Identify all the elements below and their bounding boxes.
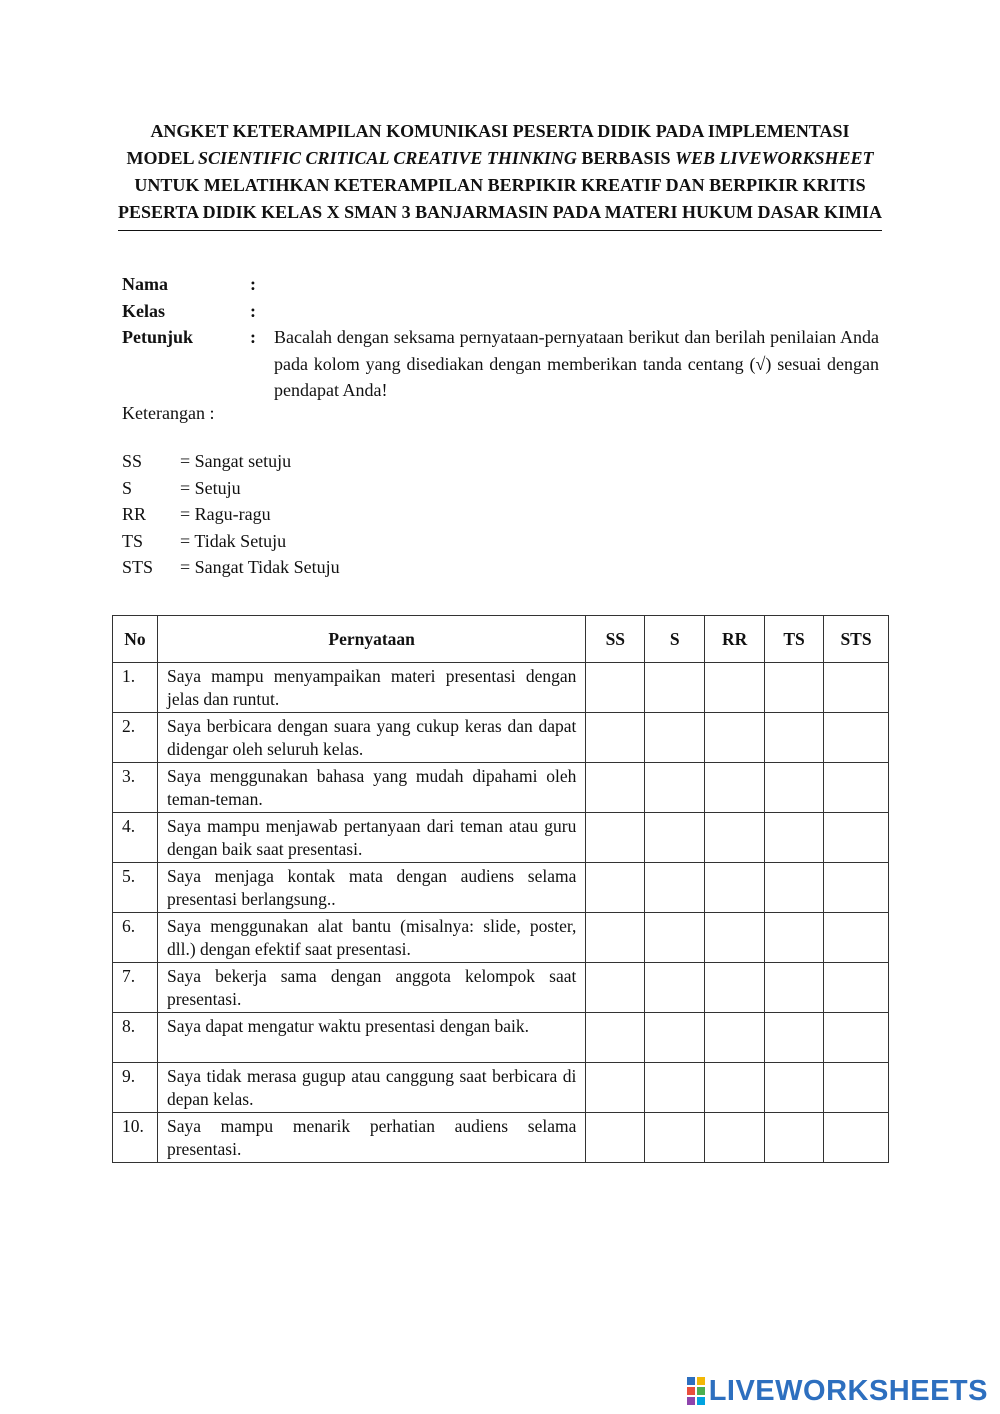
colon: :: [250, 274, 256, 294]
legend-item: [122, 475, 522, 502]
row-number: 6.: [113, 913, 158, 963]
answer-cell-rr[interactable]: [705, 913, 765, 963]
answer-cell-ss[interactable]: [586, 1013, 645, 1063]
colon: :: [250, 301, 256, 321]
legend-abbr: STS: [122, 557, 154, 577]
answer-cell-sts[interactable]: [824, 1113, 889, 1163]
answer-cell-ss[interactable]: [586, 913, 645, 963]
answer-cell-sts[interactable]: [824, 663, 889, 713]
header-s: S: [645, 616, 705, 663]
answer-cell-ts[interactable]: [765, 1113, 824, 1163]
answer-cell-rr[interactable]: [705, 1113, 765, 1163]
answer-cell-ss[interactable]: [586, 963, 645, 1013]
answer-cell-rr[interactable]: [705, 863, 765, 913]
answer-cell-s[interactable]: [645, 1113, 705, 1163]
answer-cell-s[interactable]: [645, 1063, 705, 1113]
answer-cell-ss[interactable]: [586, 713, 645, 763]
title-italic-model: SCIENTIFIC CRITICAL CREATIVE THINKING: [197, 148, 577, 168]
legend-desc: = Tidak Setuju: [180, 530, 287, 551]
table-header-row: [113, 616, 889, 663]
legend-desc: = Setuju: [180, 477, 241, 498]
answer-cell-ss[interactable]: [586, 763, 645, 813]
nama-input[interactable]: [274, 271, 874, 297]
answer-cell-ss[interactable]: [586, 813, 645, 863]
legend-abbr: S: [122, 477, 133, 498]
legend-abbr: TS: [122, 530, 144, 551]
answer-cell-ts[interactable]: [765, 663, 824, 713]
legend-item: [122, 528, 522, 555]
answer-cell-sts[interactable]: [824, 963, 889, 1013]
answer-cell-rr[interactable]: [705, 763, 765, 813]
table-row: [113, 1113, 889, 1163]
table-row: [113, 713, 889, 763]
answer-cell-s[interactable]: [645, 713, 705, 763]
answer-cell-ss[interactable]: [586, 1063, 645, 1113]
liveworksheets-logo: [687, 1375, 988, 1407]
row-number: 8.: [113, 1013, 158, 1063]
answer-cell-s[interactable]: [645, 963, 705, 1013]
answer-cell-sts[interactable]: [824, 713, 889, 763]
answer-cell-ts[interactable]: [765, 1013, 824, 1063]
table-row: [113, 1013, 889, 1063]
document-title: [118, 118, 882, 231]
legend-desc: = Ragu-ragu: [180, 504, 271, 524]
answer-cell-ts[interactable]: [765, 813, 824, 863]
statement-cell: Saya dapat mengatur waktu presentasi dengan baik.: [157, 1013, 585, 1063]
answer-cell-s[interactable]: [645, 663, 705, 713]
answer-cell-rr[interactable]: [705, 1013, 765, 1063]
legend-desc: = Sangat setuju: [180, 451, 292, 471]
row-number: 4.: [113, 813, 158, 863]
row-number: 10.: [113, 1113, 158, 1163]
answer-cell-ss[interactable]: [586, 663, 645, 713]
colon: :: [250, 327, 256, 347]
row-number: 1.: [113, 663, 158, 713]
legend-abbr: SS: [122, 451, 143, 471]
answer-cell-ts[interactable]: [765, 763, 824, 813]
legend-abbr: RR: [122, 504, 147, 524]
answer-cell-sts[interactable]: [824, 763, 889, 813]
answer-cell-rr[interactable]: [705, 813, 765, 863]
table-row: [113, 1063, 889, 1113]
answer-cell-ts[interactable]: [765, 913, 824, 963]
logo-text: LIVEWORKSHEETS: [708, 1374, 988, 1407]
title-italic-web: WEB LIVEWORKSHEET: [674, 148, 874, 168]
table-row: [113, 763, 889, 813]
nama-label: Nama: [122, 274, 168, 294]
legend-item: [122, 501, 522, 528]
statement-cell: Saya mampu menyampaikan materi presentasi dengan jelas dan runtut.: [157, 663, 585, 713]
petunjuk-label: Petunjuk: [122, 327, 194, 347]
statement-cell: Saya mampu menjawab pertanyaan dari teman atau guru dengan baik saat presentasi.: [157, 813, 585, 863]
header-no: No: [113, 616, 158, 663]
row-number: 5.: [113, 863, 158, 913]
answer-cell-sts[interactable]: [824, 1063, 889, 1113]
answer-cell-ts[interactable]: [765, 963, 824, 1013]
answer-cell-ss[interactable]: [586, 863, 645, 913]
header-sts: STS: [824, 616, 889, 663]
statement-cell: Saya tidak merasa gugup atau canggung saat berbicara di depan kelas.: [157, 1063, 585, 1113]
answer-cell-rr[interactable]: [705, 663, 765, 713]
title-text: UNTUK MELATIHKAN KETERAMPILAN BERPIKIR KREATIF DAN BERPIKIR KRITIS PESERTA DIDIK KELAS X SMAN 3 BANJARMASIN PADA MATERI HUKUM DASAR KIMIA: [118, 175, 882, 222]
title-text: ANGKET KETERAMPILAN KOMUNIKASI PESERTA DIDIK PADA IMPLEMENTASI MODEL: [126, 121, 850, 168]
answer-cell-sts[interactable]: [824, 913, 889, 963]
answer-cell-ts[interactable]: [765, 713, 824, 763]
header-rr: RR: [705, 616, 765, 663]
row-number: 2.: [113, 713, 158, 763]
answer-cell-s[interactable]: [645, 763, 705, 813]
table-row: [113, 863, 889, 913]
answer-cell-ts[interactable]: [765, 863, 824, 913]
statement-cell: Saya berbicara dengan suara yang cukup keras dan dapat didengar oleh seluruh kelas.: [157, 713, 585, 763]
answer-cell-ss[interactable]: [586, 1113, 645, 1163]
answer-cell-s[interactable]: [645, 863, 705, 913]
statement-cell: Saya mampu menarik perhatian audiens selama presentasi.: [157, 1113, 585, 1163]
answer-cell-rr[interactable]: [705, 713, 765, 763]
liveworksheets-logo-icon: [687, 1377, 705, 1405]
answer-cell-s[interactable]: [645, 913, 705, 963]
keterangan-label: Keterangan :: [122, 403, 215, 423]
table-row: [113, 913, 889, 963]
header-ss: SS: [586, 616, 645, 663]
answer-cell-sts[interactable]: [824, 863, 889, 913]
statement-cell: Saya menggunakan bahasa yang mudah dipahami oleh teman-teman.: [157, 763, 585, 813]
statement-cell: Saya menjaga kontak mata dengan audiens selama presentasi berlangsung..: [157, 863, 585, 913]
statement-cell: Saya menggunakan alat bantu (misalnya: slide, poster, dll.) dengan efektif saat presentasi.: [157, 913, 585, 963]
answer-cell-rr[interactable]: [705, 1063, 765, 1113]
row-number: 9.: [113, 1063, 158, 1113]
table-row: [113, 813, 889, 863]
title-text: BERBASIS: [576, 148, 675, 168]
kelas-input[interactable]: [274, 298, 874, 324]
legend-list: [122, 448, 522, 581]
answer-cell-ts[interactable]: [765, 1063, 824, 1113]
answer-cell-sts[interactable]: [824, 813, 889, 863]
questionnaire-table: [112, 615, 889, 1163]
row-number: 7.: [113, 963, 158, 1013]
answer-cell-sts[interactable]: [824, 1013, 889, 1063]
row-number: 3.: [113, 763, 158, 813]
answer-cell-s[interactable]: [645, 813, 705, 863]
header-ts: TS: [765, 616, 824, 663]
header-pernyataan: Pernyataan: [157, 616, 585, 663]
legend-desc: = Sangat Tidak Setuju: [180, 557, 340, 577]
petunjuk-text: Bacalah dengan seksama pernyataan-pernyataan berikut dan berilah penilaian Anda pada kolom yang disediakan dengan memberikan tanda centang (√) sesuai dengan pendapat Anda!: [274, 327, 879, 400]
legend-item: [122, 554, 522, 581]
answer-cell-rr[interactable]: [705, 963, 765, 1013]
answer-cell-s[interactable]: [645, 1013, 705, 1063]
kelas-label: Kelas: [122, 301, 165, 321]
legend-item: [122, 448, 522, 475]
table-row: [113, 963, 889, 1013]
table-row: [113, 663, 889, 713]
statement-cell: Saya bekerja sama dengan anggota kelompok saat presentasi.: [157, 963, 585, 1013]
